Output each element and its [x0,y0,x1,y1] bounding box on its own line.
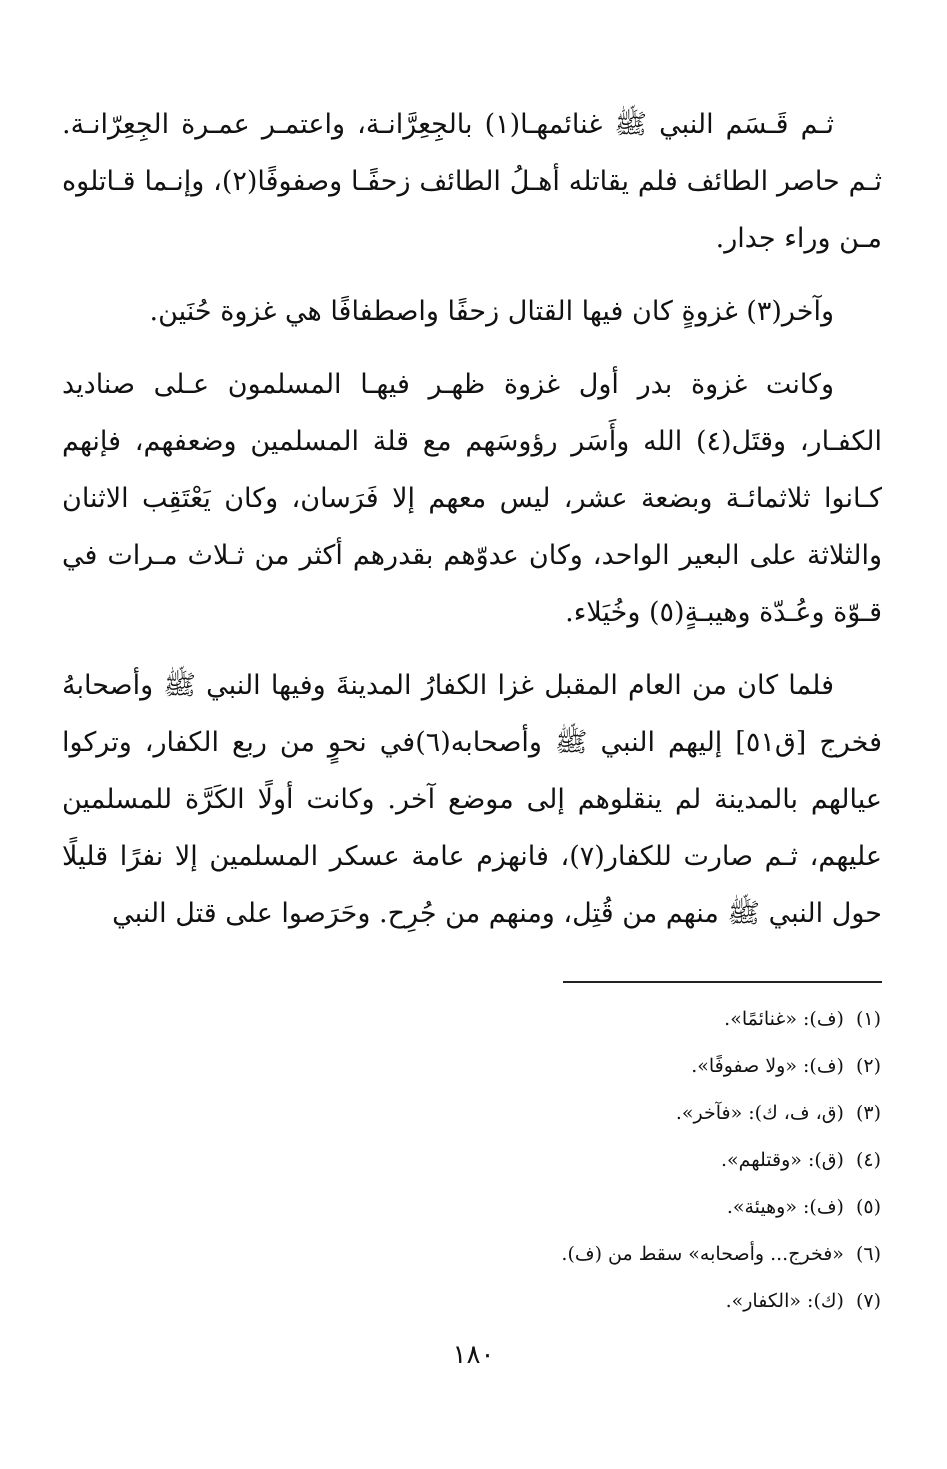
footnote-text: (ك): «الكفار». [725,1290,844,1312]
page-number: ١٨٠ [452,1340,495,1370]
footnote-number: (٧) [855,1290,881,1312]
footnote-number: (٢) [855,1055,881,1077]
footnote-divider [563,981,882,983]
footnote-number: (٤) [855,1149,881,1171]
paragraph-2: وآخر(٣) غزوةٍ كان فيها القتال زحفًا واصطفافًا هي غزوة حُنَين. [149,296,834,327]
paragraph-4: فلما كان من العام المقبل غزا الكفارُ المدينةَ وفيها النبي ﷺ وأصحابهُ فخرج [ق٥١] إليهم النبي ﷺ وأصحابه(٦)في نحوٍ من ربع الكفار، وتركوا عيالهم بالمدينة لم ينقلوهم إلى موضع آخر. وكانت أولًا الكَرَّة للمسلمين عليهم، ثـم صارت للكفار(٧)، فانهزم عامة عسكر المسلمين إلا نفرًا قليلًا حول النبي ﷺ منهم من قُتِل، ومنهم من جُرِح. وحَرَصوا على قتل النبي [62,670,882,929]
paragraph-3: وكانت غزوة بدر أول غزوة ظهـر فيهـا المسلمون عـلى صناديد الكفـار، وقتَل(٤) الله وأَسَر رؤوسَهم مع قلة المسلمين وضعفهم، فإنهم كـانوا ثلاثمائـة وبضعة عشر، ليس معهم إلا فَرَسان، وكان يَعْتَقِب الاثنان والثلاثة على البعير الواحد، وكان عدوّهم بقدرهم أكثر من ثـلاث مـرات في قـوّة وعُـدّة وهيبـةٍ(٥) وخُيَلاء. [62,369,883,628]
footnote-4 [361,1137,881,1184]
footnote-text: (ف): «ولا صفوفًا». [691,1055,844,1077]
footnote-text: (ق): «وقتلهم». [720,1149,844,1171]
main-text [62,96,882,942]
paragraph-1: ثـم قَـسَم النبي ﷺ غنائمهـا(١) بالجِعِرَّانـة، واعتمـر عمـرة الجِعِرّانـة. ثـم حاصر الطائف فلم يقاتله أهـلُ الطائف زحفًـا وصفوفًا(٢)، وإنـما قـاتلوه مـن وراء جدار. [62,109,882,254]
footnote-text: «فخرج... وأصحابه» سقط من (ف). [561,1243,844,1265]
footnote-number: (١) [855,1008,881,1030]
footnote-number: (٥) [855,1196,881,1218]
footnote-6 [361,1231,881,1278]
footnote-text: (ف): «وهيئة». [726,1196,844,1218]
footnote-2 [361,1043,881,1090]
footnote-text: (ف): «غنائمًا». [724,1008,844,1030]
footnote-number: (٣) [855,1102,881,1124]
footnote-1 [361,996,881,1043]
footnote-3 [361,1090,881,1137]
footnote-number: (٦) [855,1243,881,1265]
footnote-5 [361,1184,881,1231]
footnotes-list [361,996,881,1325]
footnote-7 [361,1278,881,1325]
footnote-text: (ق، ف، ك): «فآخر». [675,1102,844,1124]
